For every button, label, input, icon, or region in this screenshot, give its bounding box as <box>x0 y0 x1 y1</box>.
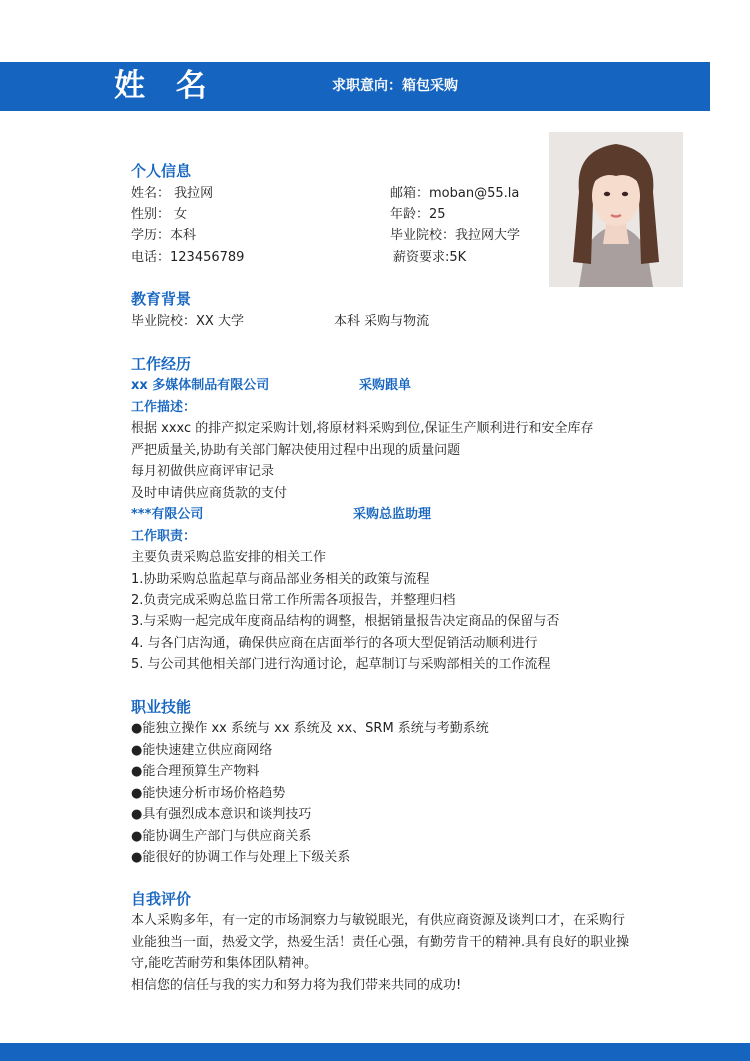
skill-item: ●能很好的协调工作与处理上下级关系 <box>131 850 351 865</box>
resume-name: 姓 名 <box>114 68 217 104</box>
job-intent: 求职意向：箱包采购 <box>332 78 458 94</box>
job-position: 采购跟单 <box>359 378 412 393</box>
self-evaluation-closing: 相信您的信任与我的实力和努力将为我们带来共同的成功! <box>131 978 462 993</box>
header-banner <box>0 62 710 111</box>
skill-item: ●能协调生产部门与供应商关系 <box>131 829 312 844</box>
personal-degree: 学历：本科 <box>131 228 197 243</box>
job-line: 及时申请供应商货款的支付 <box>131 486 288 501</box>
personal-name: 姓名： 我拉网 <box>131 186 214 201</box>
job-desc-title: 工作职责： <box>131 529 197 544</box>
self-evaluation-text: 本人采购多年，有一定的市场洞察力与敏锐眼光，有供应商资源及谈判口才，在采购行业能独当一面，热爱文学，热爱生活！责任心强，有勤劳肯干的精神.具有良好的职业操守,能吃苦耐劳和集体团队精神。 <box>131 913 630 971</box>
job-line: 主要负责采购总监安排的相关工作 <box>131 550 327 565</box>
education-school: 毕业院校：XX 大学 <box>131 314 244 329</box>
job-line: 1.协助采购总监起草与商品部业务相关的政策与流程 <box>131 572 430 587</box>
job-line: 每月初做供应商评审记录 <box>131 464 275 479</box>
skill-item: ●能合理预算生产物料 <box>131 764 260 779</box>
job-position: 采购总监助理 <box>353 507 432 522</box>
section-title-skills: 职业技能 <box>131 698 192 716</box>
job-desc-title: 工作描述： <box>131 400 197 415</box>
section-title-work: 工作经历 <box>131 355 192 373</box>
portrait-photo <box>549 132 683 287</box>
personal-gender: 性别： 女 <box>131 207 188 222</box>
personal-school: 毕业院校：我拉网大学 <box>390 228 521 243</box>
job-company: xx 多媒体制品有限公司 <box>131 378 270 393</box>
personal-phone: 电话：123456789 <box>131 250 245 265</box>
job-line: 3.与采购一起完成年度商品结构的调整，根据销量报告决定商品的保留与否 <box>131 614 560 629</box>
portrait-icon <box>549 132 683 287</box>
footer-bar <box>0 1043 750 1061</box>
personal-age: 年龄：25 <box>390 207 446 222</box>
personal-email: 邮箱：moban@55.la <box>390 186 520 201</box>
job-company: ***有限公司 <box>131 507 204 522</box>
section-title-education: 教育背景 <box>131 290 192 308</box>
job-line: 严把质量关,协助有关部门解决使用过程中出现的质量问题 <box>131 443 461 458</box>
skill-item: ●能快速建立供应商网络 <box>131 743 273 758</box>
education-detail: 本科 采购与物流 <box>334 314 430 329</box>
job-line: 2.负责完成采购总监日常工作所需各项报告，并整理归档 <box>131 593 456 608</box>
skill-item: ●能快速分析市场价格趋势 <box>131 786 286 801</box>
job-line: 4. 与各门店沟通，确保供应商在店面举行的各项大型促销活动顺利进行 <box>131 636 538 651</box>
personal-salary: 薪资要求:5K <box>393 250 467 265</box>
skill-item: ●具有强烈成本意识和谈判技巧 <box>131 807 312 822</box>
job-line: 根据 xxxc 的排产拟定采购计划,将原材料采购到位,保证生产顺利进行和安全库存 <box>131 421 594 436</box>
section-title-self: 自我评价 <box>131 890 192 908</box>
section-title-personal: 个人信息 <box>131 162 192 180</box>
job-line: 5. 与公司其他相关部门进行沟通讨论，起草制订与采购部相关的工作流程 <box>131 657 551 672</box>
skill-item: ●能独立操作 xx 系统与 xx 系统及 xx、SRM 系统与考勤系统 <box>131 721 489 736</box>
